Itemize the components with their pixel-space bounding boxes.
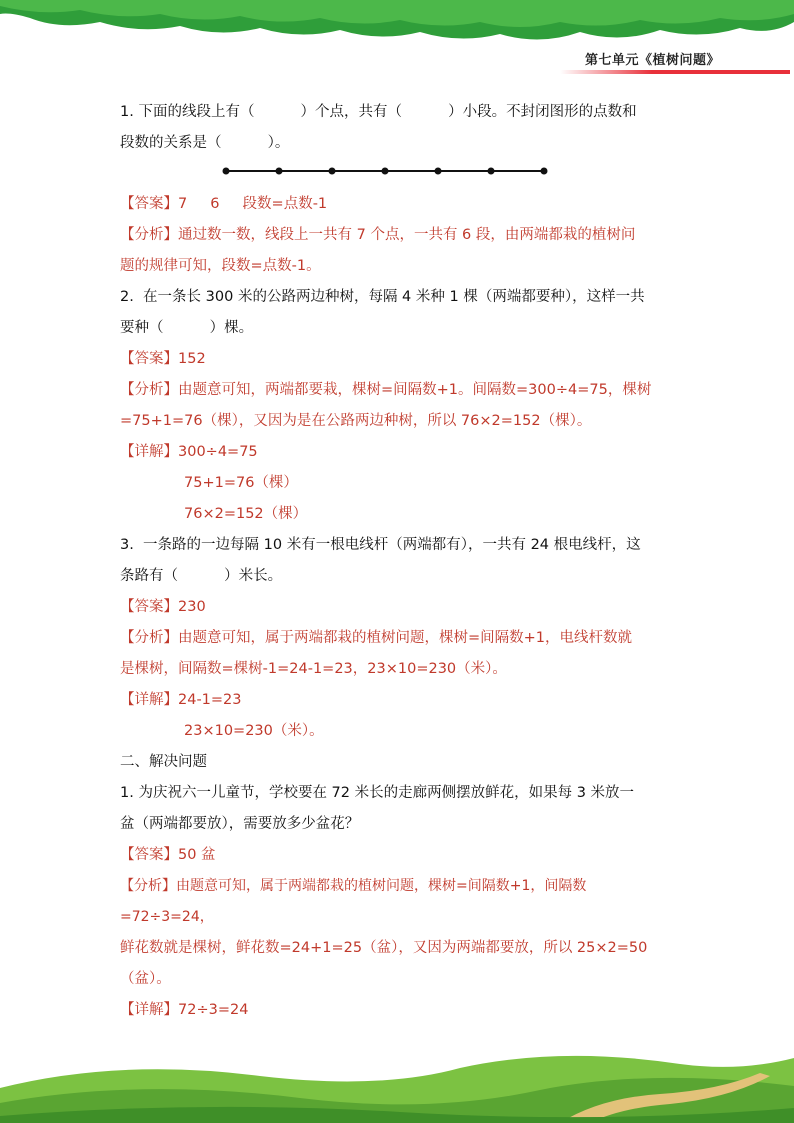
q3-analysis-2: 是棵树，间隔数=棵树-1=24-1=23，23×10=230（米）。 <box>120 661 507 677</box>
section-2-heading: 二、解决问题 <box>120 754 207 770</box>
header-underline <box>560 70 790 74</box>
q1-line-2: 段数的关系是（ ）。 <box>120 135 290 151</box>
q2-detail-1: 【详解】300÷4=75 <box>120 444 258 460</box>
s2q1-answer: 【答案】50 盆 <box>120 847 216 863</box>
s2q1-line-1: 1. 为庆祝六一儿童节，学校要在 72 米长的走廊两侧摆放鲜花，如果每 3 米放一 <box>120 785 635 801</box>
q3-detail-1: 【详解】24-1=23 <box>120 692 242 708</box>
q2-line-2: 要种（ ）棵。 <box>120 320 254 336</box>
segment-point <box>488 168 495 175</box>
segment-diagram <box>120 159 680 189</box>
s2q1-analysis-1: 【分析】由题意可知，属于两端都栽的植树问题，棵树=间隔数+1，间隔数=72÷3=24， <box>120 878 587 925</box>
q3-detail-2: 23×10=230（米）。 <box>184 723 324 739</box>
q3-line-1: 3. 一条路的一边每隔 10 米有一根电线杆（两端都有），一共有 24 根电线杆，这 <box>120 537 641 553</box>
q2-line-1: 2. 在一条长 300 米的公路两边种树，每隔 4 米种 1 棵（两端都要种），这样一共 <box>120 289 645 305</box>
segment-point <box>435 168 442 175</box>
segment-point <box>329 168 336 175</box>
s2q1-line-2: 盆（两端都要放），需要放多少盆花？ <box>120 816 360 832</box>
segment-point <box>382 168 389 175</box>
q1-analysis-2: 题的规律可知，段数=点数-1。 <box>120 258 321 274</box>
q3-answer: 【答案】230 <box>120 599 206 615</box>
document-content <box>120 97 680 1026</box>
segment-line <box>120 159 680 189</box>
q2-analysis-2: =75+1=76（棵），又因为是在公路两边种树，所以 76×2=152（棵）。 <box>120 413 592 429</box>
s2q1-detail-1: 【详解】72÷3=24 <box>120 1002 249 1018</box>
segment-point <box>276 168 283 175</box>
top-grass-decoration <box>0 0 794 48</box>
segment-point <box>541 168 548 175</box>
q1-analysis-1: 【分析】通过数一数，线段上一共有 7 个点，一共有 6 段，由两端都栽的植树问 <box>120 227 636 243</box>
q2-detail-2: 75+1=76（棵） <box>184 475 298 491</box>
header-title: 第七单元《植树问题》 <box>584 53 720 68</box>
s2q1-analysis-2: 鲜花数就是棵树，鲜花数=24+1=25（盆），又因为两端都要放，所以 25×2=50 <box>120 940 648 956</box>
q1-line-1: 1. 下面的线段上有（ ）个点，共有（ ）小段。不封闭图形的点数和 <box>120 104 637 120</box>
q2-analysis-1: 【分析】由题意可知，两端都要栽，棵树=间隔数+1。间隔数=300÷4=75，棵树 <box>120 382 652 398</box>
q3-analysis-1: 【分析】由题意可知，属于两端都栽的植树问题，棵树=间隔数+1，电线杆数就 <box>120 630 633 646</box>
bottom-hills-decoration <box>0 1028 794 1123</box>
q2-answer: 【答案】152 <box>120 351 206 367</box>
q3-line-2: 条路有（ ）米长。 <box>120 568 283 584</box>
segment-point <box>223 168 230 175</box>
q2-detail-3: 76×2=152（棵） <box>184 506 308 522</box>
s2q1-analysis-3: （盆）。 <box>120 971 171 987</box>
q1-answer: 【答案】7 6 段数=点数-1 <box>120 196 328 212</box>
